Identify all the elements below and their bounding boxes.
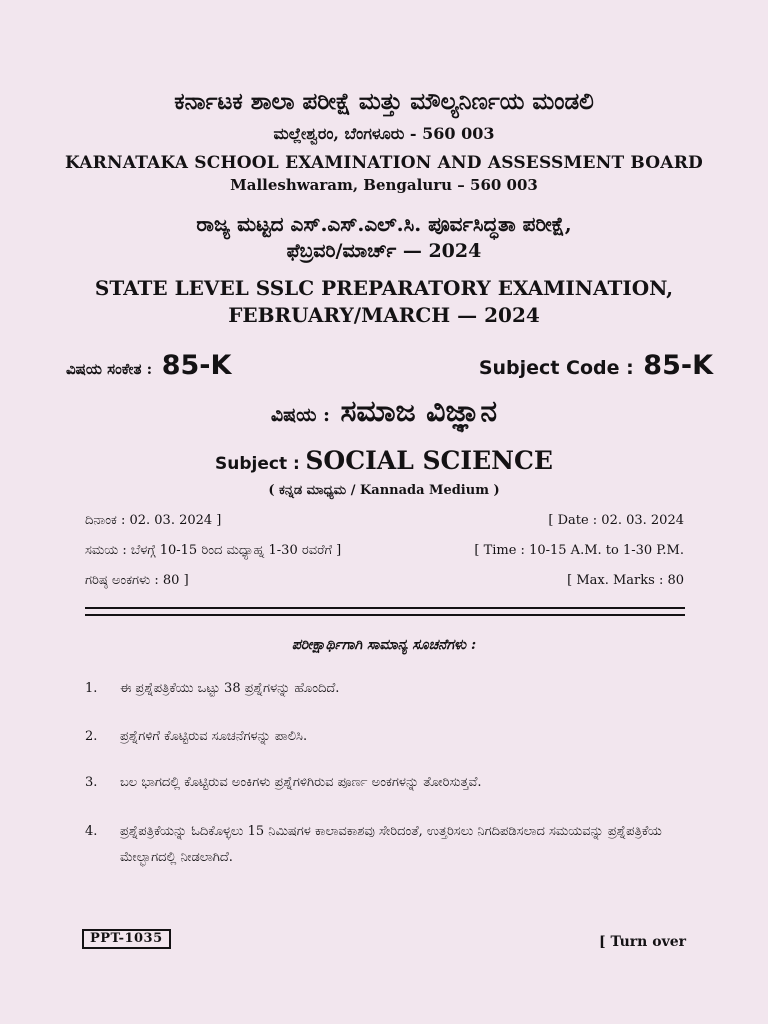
subject-code-kannada xyxy=(66,350,231,381)
time-kannada: ಸಮಯ : ಬೆಳಗ್ಗೆ 10-15 ರಿಂದ ಮಧ್ಯಾಹ್ನ 1-30 ರವರೆಗೆ ] xyxy=(85,543,342,558)
time-row xyxy=(85,543,684,565)
instruction-number: 3. xyxy=(85,775,98,790)
time-english: [ Time : 10-15 A.M. to 1-30 P.M. xyxy=(474,543,684,558)
date-english: [ Date : 02. 03. 2024 xyxy=(548,513,684,528)
exam-date-english: FEBRUARY/MARCH — 2024 xyxy=(228,303,540,327)
exam-date-kannada: ಫೆಬ್ರವರಿ/ಮಾರ್ಚ್ — 2024 xyxy=(286,240,482,262)
board-name-kannada: ಕರ್ನಾಟಕ ಶಾಲಾ ಪರೀಕ್ಷೆ ಮತ್ತು ಮೌಲ್ಯನಿರ್ಣಯ ಮಂಡಲಿ xyxy=(174,88,594,115)
instruction-item xyxy=(85,770,685,796)
subject-value-english: SOCIAL SCIENCE xyxy=(305,446,553,475)
subject-code-label-kannada: ವಿಷಯ ಸಂಕೇತ : xyxy=(66,360,153,378)
instruction-text: ಈ ಪ್ರಶ್ನೆಪತ್ರಿಕೆಯು ಒಟ್ಟು 38 ಪ್ರಶ್ನೆಗಳನ್ನು ಹೊಂದಿದೆ. xyxy=(120,681,340,696)
instruction-text: ಪ್ರಶ್ನೆಗಳಿಗೆ ಕೊಟ್ಟಿರುವ ಸೂಚನೆಗಳನ್ನು ಪಾಲಿಸಿ. xyxy=(120,729,308,744)
paper-code-box: PPT-1035 xyxy=(82,929,171,949)
subject-value-kannada: ಸಮಾಜ ವಿಜ್ಞಾನ xyxy=(340,394,498,429)
subject-code-label-english: Subject Code : xyxy=(478,357,634,379)
subject-english xyxy=(0,446,768,475)
instruction-item xyxy=(85,676,685,702)
marks-english: [ Max. Marks : 80 xyxy=(567,573,684,588)
subject-kannada xyxy=(0,394,768,429)
exam-title-kannada: ರಾಜ್ಯ ಮಟ್ಟದ ಎಸ್.ಎಸ್.ಎಲ್.ಸಿ. ಪೂರ್ವಸಿದ್ಧತಾ ಪರೀಕ್ಷೆ, xyxy=(196,212,572,236)
instruction-text: ಬಲ ಭಾಗದಲ್ಲಿ ಕೊಟ್ಟಿರುವ ಅಂಕಿಗಳು ಪ್ರಶ್ನೆಗಳಿಗಿರುವ ಪೂರ್ಣ ಅಂಕಗಳನ್ನು ತೋರಿಸುತ್ತವೆ. xyxy=(120,775,482,790)
subject-label-kannada: ವಿಷಯ : xyxy=(270,404,331,426)
divider-top xyxy=(85,607,685,609)
subject-label-english: Subject : xyxy=(215,454,300,474)
instruction-number: 4. xyxy=(85,824,98,839)
subject-code-row xyxy=(66,345,713,385)
instruction-item xyxy=(85,724,685,750)
instruction-text: ಪ್ರಶ್ನೆಪತ್ರಿಕೆಯನ್ನು ಓದಿಕೊಳ್ಳಲು 15 ನಿಮಿಷಗಳ ಕಾಲಾವಕಾಶವು ಸೇರಿದಂತೆ, ಉತ್ತರಿಸಲು ನಿಗದಿಪಡಿಸಲಾದ ಸಮಯವನ್ನು ಪ್ರಶ್ನೆಪತ್ರಿಕೆಯ ಮೇಲ್ಭಾಗದಲ್ಲಿ ನೀಡಲಾಗಿದೆ. xyxy=(120,824,662,865)
medium-label: ( ಕನ್ನಡ ಮಾಧ್ಯಮ / Kannada Medium ) xyxy=(268,483,500,498)
instruction-number: 1. xyxy=(85,681,98,696)
instructions-heading: ಪರೀಕ್ಷಾರ್ಥಿಗಾಗಿ ಸಾಮಾನ್ಯ ಸೂಚನೆಗಳು : xyxy=(291,637,477,653)
instruction-item xyxy=(85,819,685,871)
subject-code-value-kannada: 85-K xyxy=(161,350,232,381)
instruction-number: 2. xyxy=(85,729,98,744)
marks-row xyxy=(85,573,684,595)
marks-kannada: ಗರಿಷ್ಠ ಅಂಕಗಳು : 80 ] xyxy=(85,573,189,588)
divider-bottom xyxy=(85,614,685,616)
subject-code-english xyxy=(479,350,713,381)
turn-over-label: [ Turn over xyxy=(599,934,686,950)
board-name-english: KARNATAKA SCHOOL EXAMINATION AND ASSESSMENT BOARD xyxy=(65,153,703,173)
board-address-kannada: ಮಲ್ಲೇಶ್ವರಂ, ಬೆಂಗಳೂರು - 560 003 xyxy=(273,124,495,143)
subject-code-value-english: 85-K xyxy=(643,350,713,381)
date-kannada: ದಿನಾಂಕ : 02. 03. 2024 ] xyxy=(85,513,222,528)
exam-title-english: STATE LEVEL SSLC PREPARATORY EXAMINATION, xyxy=(94,276,674,300)
date-row xyxy=(85,513,684,535)
board-address-english: Malleshwaram, Bengaluru – 560 003 xyxy=(230,176,538,194)
